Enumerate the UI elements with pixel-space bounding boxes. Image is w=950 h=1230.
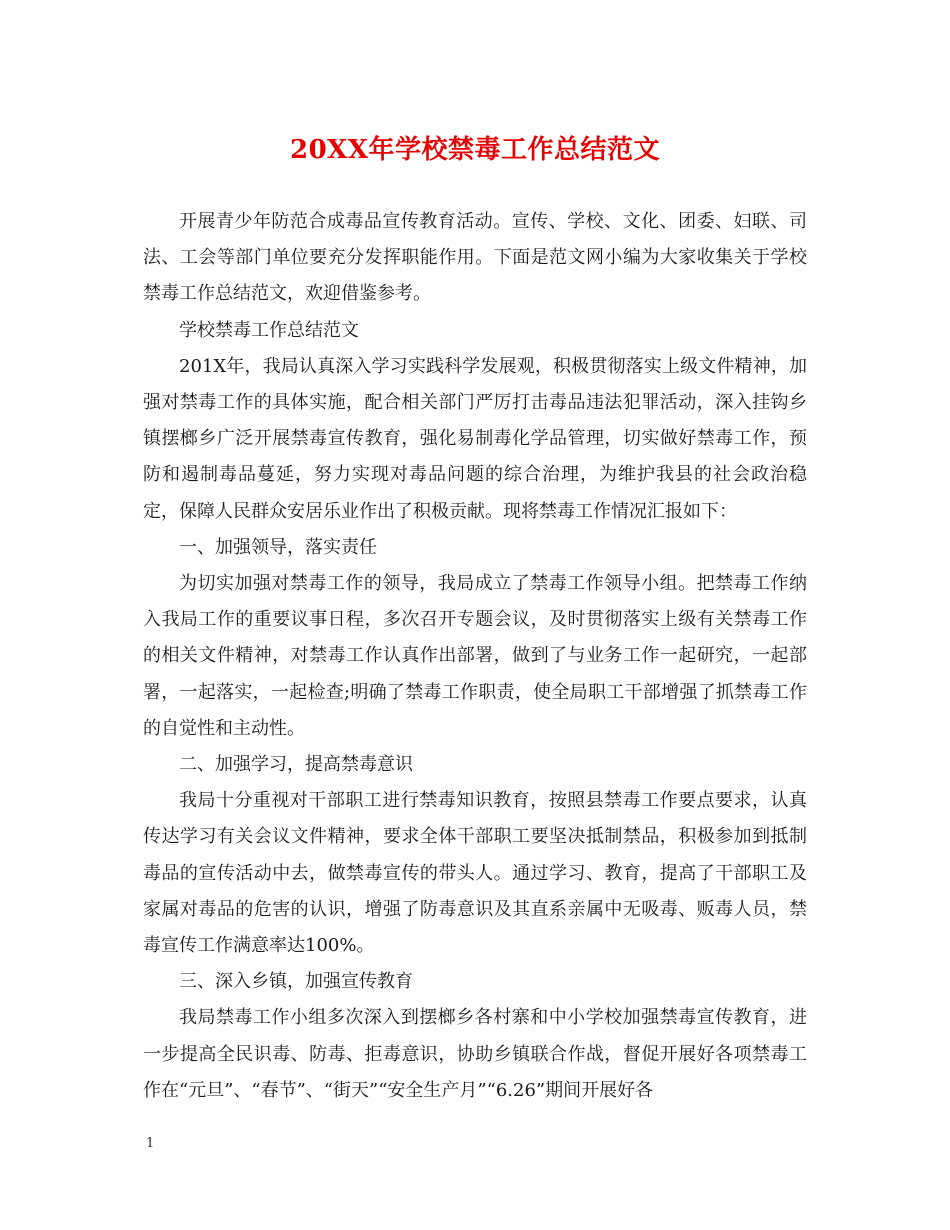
document-title: 20XX年学校禁毒工作总结范文 [289,135,661,165]
paragraph-intro: 开展青少年防范合成毒品宣传教育活动。宣传、学校、文化、团委、妇联、司法、工会等部门单位要充分发挥职能作用。下面是范文网小编为大家收集关于学校禁毒工作总结范文，欢迎借鉴参考。 [143,211,807,305]
page-number: 1 [146,1136,155,1151]
paragraph-section-3: 我局禁毒工作小组多次深入到摆榔乡各村寨和中小学校加强禁毒宣传教育，进一步提高全民识毒、防毒、拒毒意识，协助乡镇联合作战，督促开展好各项禁毒工作在“元旦”、“春节”、“街天”“安全生产月”“6.26”期间开展好各 [143,1007,807,1101]
paragraph-subtitle: 学校禁毒工作总结范文 [179,319,359,341]
paragraph-section-1: 为切实加强对禁毒工作的领导，我局成立了禁毒工作领导小组。把禁毒工作纳入我局工作的重要议事日程，多次召开专题会议，及时贯彻落实上级有关禁毒工作的相关文件精神，对禁毒工作认真作出部署，做到了与业务工作一起研究，一起部署，一起落实，一起检查;明确了禁毒工作职责，使全局职工干部增强了抓禁毒工作的自觉性和主动性。 [143,573,807,739]
section-heading-2: 二、加强学习，提高禁毒意识 [179,754,413,776]
document-body [143,204,807,1109]
section-heading-1: 一、加强领导，落实责任 [179,536,377,558]
paragraph-section-2: 我局十分重视对干部职工进行禁毒知识教育，按照县禁毒工作要点要求，认真传达学习有关会议文件精神，要求全体干部职工要坚决抵制禁品，积极参加到抵制毒品的宣传活动中去，做禁毒宣传的带头人。通过学习、教育，提高了干部职工及家属对毒品的危害的认识，增强了防毒意识及其直系亲属中无吸毒、贩毒人员，禁毒宣传工作满意率达100%。 [143,790,807,957]
paragraph-overview: 201X年，我局认真深入学习实践科学发展观，积极贯彻落实上级文件精神，加强对禁毒工作的具体实施，配合相关部门严厉打击毒品违法犯罪活动，深入挂钩乡镇摆榔乡广泛开展禁毒宣传教育，强化易制毒化学品管理，切实做好禁毒工作，预防和遏制毒品蔓延，努力实现对毒品问题的综合治理，为维护我县的社会政治稳定，保障人民群众安居乐业作出了积极贡献。现将禁毒工作情况汇报如下： [143,355,807,522]
section-heading-3: 三、深入乡镇，加强宣传教育 [179,971,413,993]
